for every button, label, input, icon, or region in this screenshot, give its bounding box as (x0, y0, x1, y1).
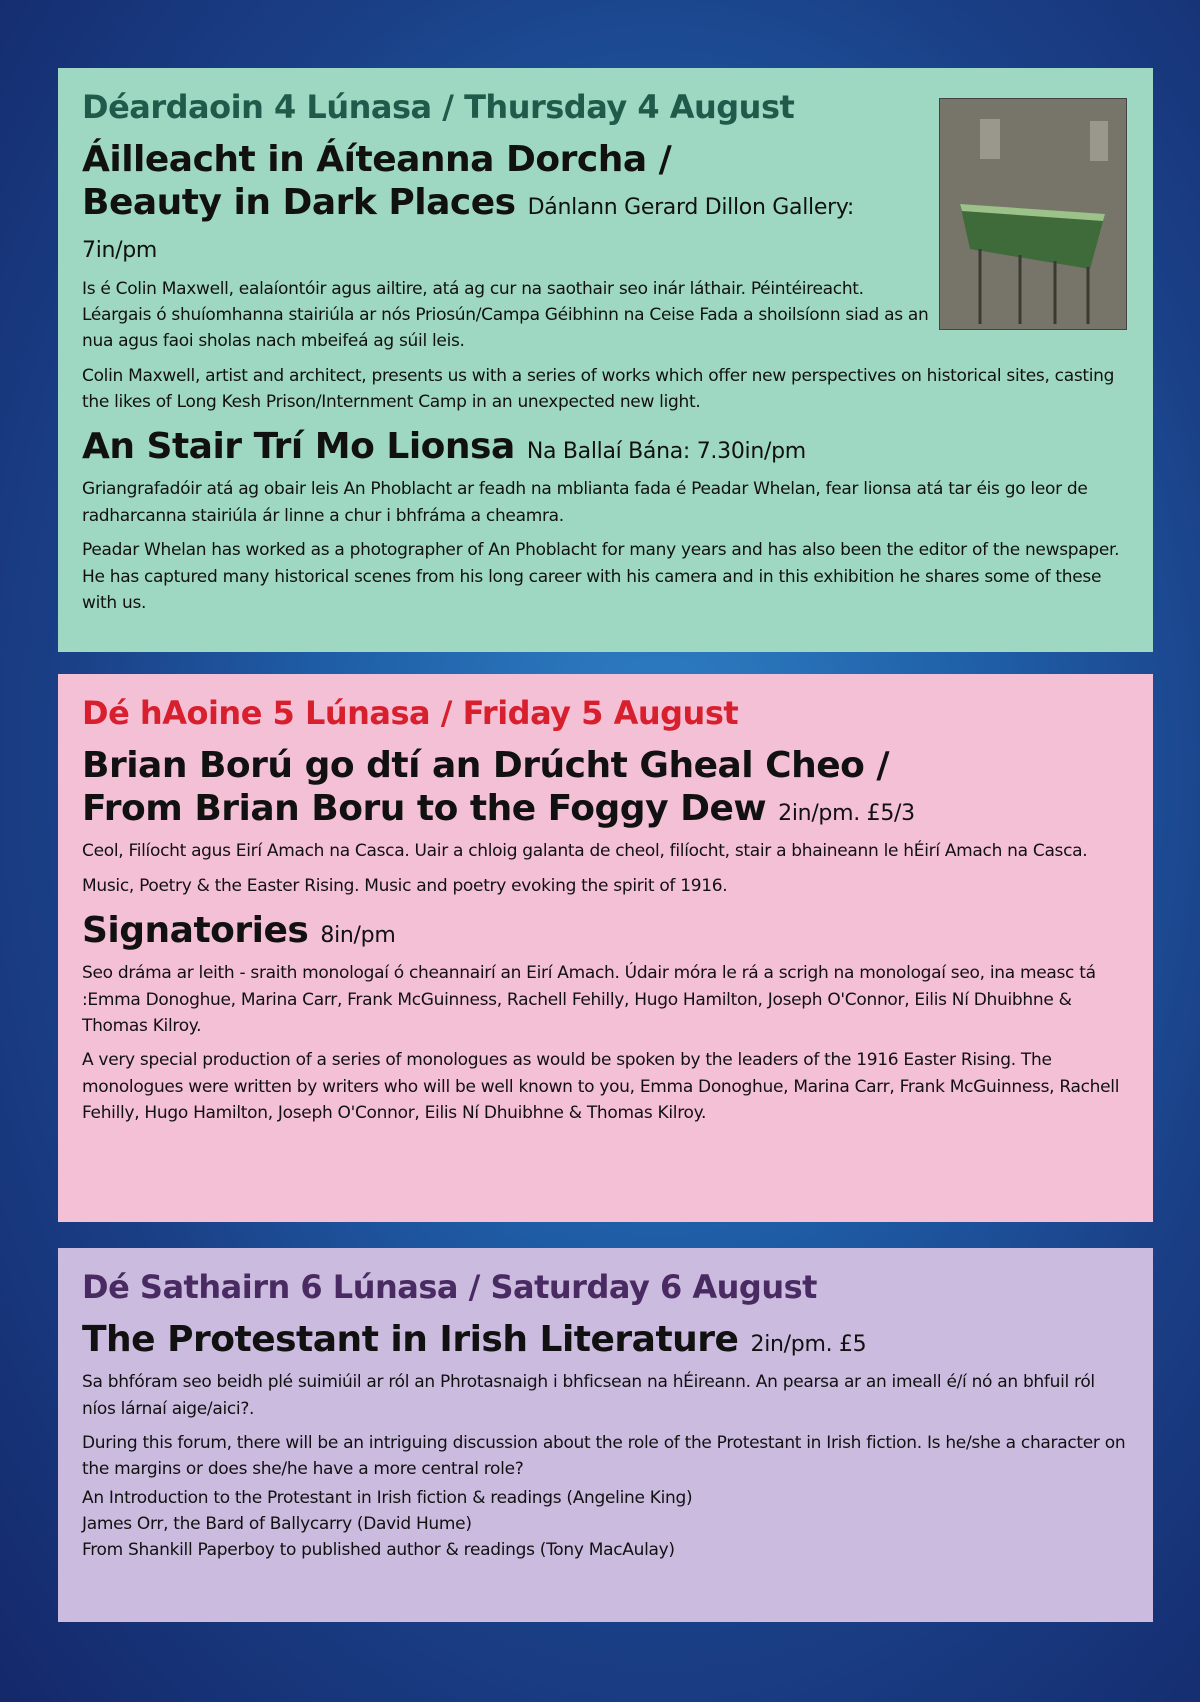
saturday-panel (58, 1248, 1153, 1622)
event-desc-irish: Griangrafadóir atá ag obair leis An Phoblacht ar feadh na mblianta fada é Peadar Whelan, fear lionsa atá tar éis go leor de radharcanna stairiúla ár linne a chur i bhfráma a cheamra. (82, 479, 1088, 526)
event-time-price: 2in/pm. £5 (750, 1332, 867, 1357)
event-venue-time: Na Ballaí Bána: 7.30in/pm (526, 439, 806, 465)
event-title-protestant: The Protestant in Irish Literature 2in/pm. £5 (82, 1319, 867, 1360)
programme-item: From Shankill Paperboy to published author & readings (Tony MacAulay) (82, 1540, 675, 1561)
event-desc-english: Peadar Whelan has worked as a photographer of An Phoblacht for many years and has also been the editor of the newspaper. He has captured many historical scenes from his long career with his camera and in this exhibition he shares some of these with us. (82, 540, 1120, 613)
event-title-signatories: Signatories 8in/pm (82, 910, 396, 952)
event-title-brian-boru: Brian Ború go dtí an Drúcht Gheal Cheo / From Brian Boru to the Foggy Dew 2in/pm. £5/3 (82, 745, 915, 830)
friday-date: Dé hAoine 5 Lúnasa / Friday 5 August (82, 694, 739, 732)
thursday-panel (58, 68, 1153, 652)
painting-thumbnail-icon (940, 99, 1126, 329)
event-desc-english: During this forum, there will be an intriguing discussion about the role of the Protestant in Irish fiction. Is he/she a character on the margins or does she/he have a more central role? (82, 1432, 1126, 1480)
event-title-beauty: Áilleacht in Áíteanna Dorcha / Beauty in Dark Places Dánlann Gerard Dillon Gallery: 7in/pm (82, 139, 855, 264)
programme-item: James Orr, the Bard of Ballycarry (David Hume) (82, 1513, 472, 1534)
event-desc-irish: Is é Colin Maxwell, ealaíontóir agus ailtire, atá ag cur na saothair seo inár láthair. Péintéireacht. Léargais ó shuíomhanna stairiúla ar nós Priosún/Campa Géibhinn na Ceise Fada a shoilsíonn siad as an nua agus faoi sholas nach mbeifeá ag súil leis. (82, 278, 929, 352)
event-desc-english: Colin Maxwell, artist and architect, presents us with a series of works which offer new perspectives on historical sites, casting the likes of Long Kesh Prison/Internment Camp in an unexpected new light. (82, 365, 1115, 412)
saturday-date: Dé Sathairn 6 Lúnasa / Saturday 6 August (82, 1268, 817, 1306)
event-desc-irish: Ceol, Filíocht agus Eirí Amach na Casca. Uair a chloig galanta de cheol, filíocht, stair a bhaineann le hÉirí Amach na Casca. (82, 841, 1088, 862)
painting-thumbnail (939, 98, 1127, 330)
programme-item: An Introduction to the Protestant in Irish fiction & readings (Angeline King) (82, 1487, 693, 1508)
event-title-stair: An Stair Trí Mo Lionsa Na Ballaí Bána: 7.30in/pm (82, 426, 806, 468)
event-desc-irish: Seo dráma ar leith - sraith monologaí ó cheannairí an Eirí Amach. Údair móra le rá a scrigh na monologaí seo, ina measc tá :Emma Donoghue, Marina Carr, Frank McGuinness, Rachell Fehilly, Hugo Hamilton, Joseph O'Connor, Eilis Ní Dhuibhne & Thomas Kilroy. (82, 963, 1096, 1036)
event-time-price: 2in/pm. £5/3 (778, 801, 915, 827)
event-venue-time: Dánlann Gerard Dillon Gallery: 7in/pm (82, 195, 855, 264)
event-time: 8in/pm (320, 923, 396, 949)
thursday-date: Déardaoin 4 Lúnasa / Thursday 4 August (82, 88, 795, 126)
event-desc-irish: Sa bhfóram seo beidh plé suimiúil ar ról an Phrotasnaigh i bhficsean na hÉireann. An pearsa ar an imeall é/í nó an bhfuil ról níos lárnaí aige/aici?. (82, 1372, 1095, 1419)
event-desc-english: A very special production of a series of monologues as would be spoken by the leaders of the 1916 Easter Rising. The monologues were written by writers who will be well known to you, Emma Donoghue, Marina Carr, Frank McGuinness, Rachell Fehilly, Hugo Hamilton, Joseph O'Connor, Eilis Ní Dhuibhne & Thomas Kilroy. (82, 1050, 1120, 1123)
friday-panel (58, 674, 1153, 1222)
event-desc-english: Music, Poetry & the Easter Rising. Music and poetry evoking the spirit of 1916. (82, 875, 728, 896)
